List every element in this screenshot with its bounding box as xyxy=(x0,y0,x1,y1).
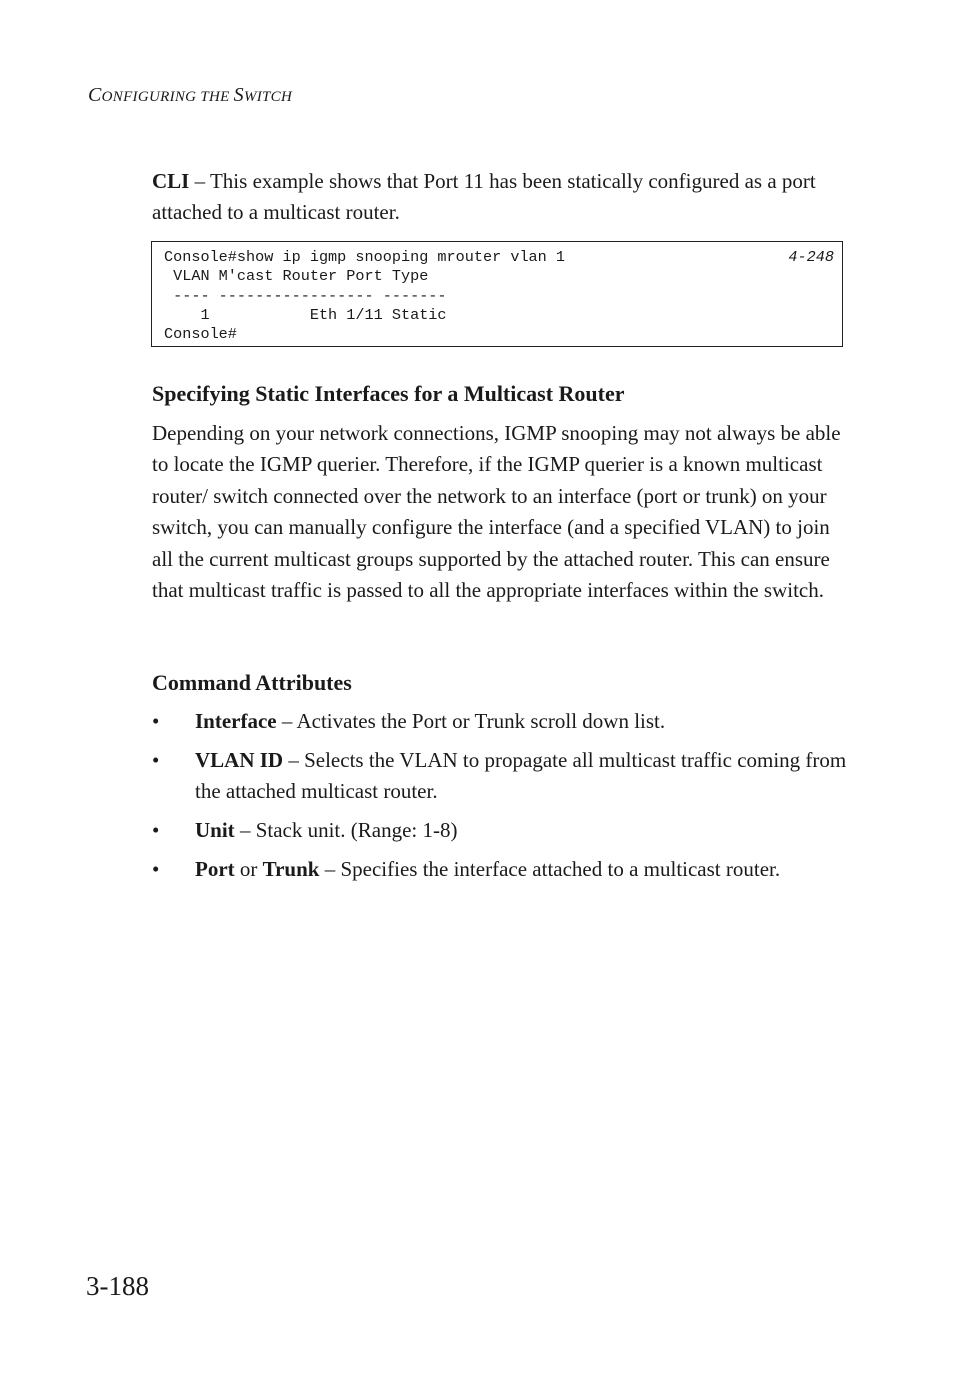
section-body-static-interfaces xyxy=(152,418,852,606)
section2-heading: Command Attributes xyxy=(152,670,352,695)
section-heading-static-interfaces xyxy=(152,381,852,407)
bullet-dot: • xyxy=(152,748,160,772)
list-item-text: – Specifies the interface attached to a multicast router. xyxy=(319,857,781,882)
list-item-text: – Selects the VLAN to propagate all multicast traffic coming from the attached multicast router. xyxy=(195,748,847,804)
list-item-text: – Activates the Port or Trunk scroll down list. xyxy=(276,709,666,733)
list-item-term-2: Trunk xyxy=(262,857,320,882)
running-head-cap-c: C xyxy=(88,84,102,106)
page-number: 3-188 xyxy=(86,1271,149,1301)
list-item xyxy=(152,745,862,808)
cli-reference: 4-248 xyxy=(788,248,834,266)
list-item xyxy=(152,815,862,846)
bullet-dot: • xyxy=(152,818,160,843)
section1-heading: Specifying Static Interfaces for a Multicast Router xyxy=(152,381,625,406)
list-item-term: Interface xyxy=(195,709,277,733)
list-item-text: – Stack unit. (Range: 1-8) xyxy=(234,818,458,843)
list-item xyxy=(152,854,862,885)
bullet-dot: • xyxy=(152,709,160,733)
section-heading-command-attributes xyxy=(152,670,852,696)
section1-body: Depending on your network connections, IGMP snooping may not always be able to locate the IGMP querier. Therefore, if the IGMP querier is a known multicast router/ switch connected over the network to an interface (port or trunk) on your switch, you can manually configure the interface (and a specified VLAN) to join all the current multicast groups supported by the attached router. This can ensure that multicast traffic is passed to all the appropriate interfaces within the switch. xyxy=(152,421,841,603)
running-head-small-1: ONFIGURING THE xyxy=(101,89,234,105)
running-head xyxy=(88,84,292,107)
list-item-term: Port xyxy=(195,857,235,882)
cli-code-block xyxy=(151,241,843,347)
list-item xyxy=(152,706,862,737)
cli-code-lines: Console#show ip igmp snooping mrouter vlan 1 VLAN M'cast Router Port Type ---- ----------------- ------- 1 Eth 1/11 Static Console# xyxy=(164,248,566,344)
list-item-conjunction: or xyxy=(234,857,263,882)
list-item-term: VLAN ID xyxy=(195,748,284,772)
bullet-dot: • xyxy=(152,857,160,882)
intro-label: CLI xyxy=(152,169,190,193)
intro-paragraph xyxy=(152,166,852,229)
intro-text: – This example shows that Port 11 has been statically configured as a port attached to a multicast router. xyxy=(152,169,816,225)
attribute-list xyxy=(152,706,862,893)
running-head-small-2: WITCH xyxy=(243,89,293,105)
list-item-term: Unit xyxy=(195,818,235,843)
running-head-cap-s: S xyxy=(233,84,244,106)
